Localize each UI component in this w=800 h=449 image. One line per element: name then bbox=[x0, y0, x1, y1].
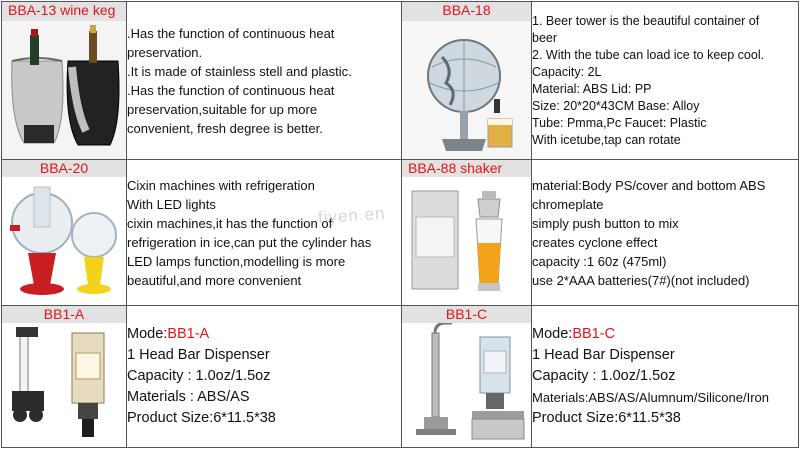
description-line: Capacity: 2L bbox=[532, 64, 602, 79]
description-line: use 2*AAA batteries(7#)(not included) bbox=[532, 272, 750, 288]
description-line: preservation. bbox=[127, 44, 203, 60]
description-line: refrigeration in ice,can put the cylinder has bbox=[127, 234, 372, 250]
table-row bbox=[2, 2, 799, 160]
description-line: beautiful,and more convenient bbox=[127, 272, 302, 288]
mode-value: BB1-C bbox=[572, 326, 616, 342]
description-line: .It is made of stainless stell and plastic. bbox=[127, 63, 352, 79]
product-code: BBA-20 bbox=[39, 160, 89, 176]
description-line: Materials:ABS/AS/Alumnum/Silicone/Iron bbox=[532, 390, 769, 405]
description-line: preservation,suitable for up more bbox=[127, 101, 318, 117]
description-line: With icetube,tap can rotate bbox=[532, 132, 681, 147]
product-code: BB1-A bbox=[43, 306, 85, 322]
bar-dispenser-c-image bbox=[402, 323, 531, 447]
description-line: Capacity : 1.0oz/1.5oz bbox=[127, 368, 271, 384]
shaker-image bbox=[402, 177, 531, 305]
description-lines bbox=[532, 176, 798, 290]
description-line: convenient, fresh degree is better. bbox=[127, 120, 323, 136]
description-line: creates cyclone effect bbox=[532, 234, 658, 250]
wine-keg-image bbox=[2, 21, 126, 159]
mode-label: Mode: bbox=[127, 326, 168, 342]
product-description bbox=[532, 306, 799, 448]
product-description bbox=[532, 2, 799, 160]
description-line: 1. Beer tower is the beautiful container of bbox=[532, 13, 760, 28]
product-image-cell bbox=[402, 160, 532, 306]
product-spec-table bbox=[1, 1, 799, 448]
description-line: LED lamps function,modelling is more bbox=[127, 253, 346, 269]
description-line: .Has the function of continuous heat bbox=[127, 82, 335, 98]
table-row bbox=[2, 160, 799, 306]
description-line: 1 Head Bar Dispenser bbox=[127, 347, 270, 363]
description-line: chromeplate bbox=[532, 196, 604, 212]
product-code: BBA-18 bbox=[442, 2, 491, 18]
description-line: Tube: Pmma,Pc Faucet: Plastic bbox=[532, 115, 707, 130]
mode-label: Mode: bbox=[532, 326, 573, 342]
watermark: fiyen.en bbox=[317, 203, 387, 228]
description-line: .Has the function of continuous heat bbox=[127, 25, 335, 41]
product-image-cell bbox=[2, 2, 127, 160]
description-lines bbox=[127, 324, 401, 429]
description-line: simply push button to mix bbox=[532, 215, 679, 231]
description-lines bbox=[532, 13, 798, 149]
product-description bbox=[532, 160, 799, 306]
description-line: Materials : ABS/AS bbox=[127, 389, 250, 405]
product-description bbox=[127, 160, 402, 306]
product-code: BBA-13 wine keg bbox=[8, 2, 116, 18]
description-line: Product Size:6*11.5*38 bbox=[127, 410, 276, 426]
description-line: capacity :1 60z (475ml) bbox=[532, 253, 667, 269]
description-line: cixin machines,it has the function of bbox=[127, 215, 333, 231]
description-line: Product Size:6*11.5*38 bbox=[532, 410, 681, 426]
description-lines bbox=[127, 24, 401, 138]
description-line: Capacity : 1.0oz/1.5oz bbox=[532, 368, 676, 384]
cixin-machine-image bbox=[2, 177, 126, 305]
bar-dispenser-a-image bbox=[2, 323, 126, 447]
product-image-cell bbox=[2, 160, 127, 306]
product-image-cell bbox=[402, 2, 532, 160]
mode-value: BB1-A bbox=[167, 326, 210, 342]
description-lines bbox=[127, 176, 401, 290]
description-line: Material: ABS Lid: PP bbox=[532, 81, 652, 96]
mode-line bbox=[532, 324, 798, 345]
product-description bbox=[127, 306, 402, 448]
product-code: BB1-C bbox=[445, 306, 488, 322]
product-code: BBA-88 shaker bbox=[408, 160, 503, 176]
description-line: With LED lights bbox=[127, 196, 216, 212]
product-image-cell bbox=[2, 306, 127, 448]
description-line: beer bbox=[532, 30, 558, 45]
description-line: material:Body PS/cover and bottom ABS bbox=[532, 177, 766, 193]
beer-tower-image bbox=[402, 21, 531, 159]
description-lines bbox=[532, 324, 798, 429]
product-description bbox=[127, 2, 402, 160]
description-line: Size: 20*20*43CM Base: Alloy bbox=[532, 98, 700, 113]
product-image-cell bbox=[402, 306, 532, 448]
mode-line bbox=[127, 324, 401, 345]
description-line: 1 Head Bar Dispenser bbox=[532, 347, 675, 363]
description-line: Cixin machines with refrigeration bbox=[127, 177, 315, 193]
description-line: 2. With the tube can load ice to keep cool. bbox=[532, 47, 765, 62]
table-row bbox=[2, 306, 799, 448]
